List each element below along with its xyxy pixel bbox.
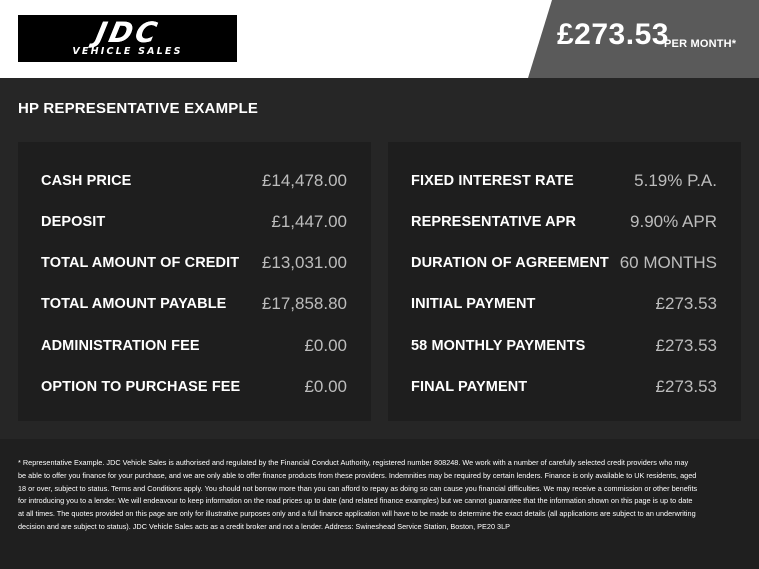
row-value: £14,478.00 — [261, 171, 347, 190]
row-value: £17,858.80 — [261, 294, 347, 313]
row-value: £273.53 — [655, 377, 717, 396]
row-value: 5.19% P.A. — [634, 171, 717, 190]
finance-row-interest-rate — [388, 171, 741, 195]
row-value: £273.53 — [655, 336, 717, 355]
row-value: £0.00 — [304, 377, 347, 396]
finance-row-total-credit — [18, 253, 371, 277]
row-label: OPTION TO PURCHASE FEE — [41, 379, 241, 395]
row-value: £273.53 — [655, 294, 717, 313]
row-label: FINAL PAYMENT — [411, 379, 528, 395]
finance-row-deposit — [18, 212, 371, 236]
monthly-price-amount: £273.53 — [557, 18, 669, 51]
row-label: INITIAL PAYMENT — [411, 296, 536, 312]
row-label: FIXED INTEREST RATE — [411, 173, 574, 189]
row-value: £13,031.00 — [261, 253, 347, 272]
finance-row-total-payable — [18, 294, 371, 318]
finance-row-apr — [388, 212, 741, 236]
row-label: DEPOSIT — [41, 214, 106, 230]
finance-row-final-payment — [388, 377, 741, 401]
finance-row-initial-payment — [388, 294, 741, 318]
row-label: REPRESENTATIVE APR — [411, 214, 577, 230]
jdc-logo[interactable] — [18, 15, 237, 62]
finance-panel-left — [18, 142, 371, 421]
finance-panel-right — [388, 142, 741, 421]
monthly-price-label: PER MONTH* — [664, 38, 737, 50]
finance-row-option-fee — [18, 377, 371, 401]
row-label: CASH PRICE — [41, 173, 132, 189]
header — [0, 0, 759, 78]
logo-sub-text: VEHICLE SALES — [72, 45, 183, 57]
row-label: ADMINISTRATION FEE — [41, 338, 200, 354]
finance-disclaimer: * Representative Example. JDC Vehicle Sales is authorised and regulated by the Financial Conduct Authority, registered number 808248. We work with a number of carefully selected credit providers who may be able to offer you finance for your purchase, and we are only able to offer finance products from these providers. Indemnities may be required by certain lenders. Finance is only available to UK residents, aged 18 or over, subject to status. Terms and Conditions apply. You should not borrow more than you can afford to repay as doing so can cause you financial difficulties. We may receive a commission or other benefits for introducing you to a lender. We will endeavour to keep information on the road prices up to date (and related finance examples) but we cannot guarantee that the information shown on this page is up to date at all times. The quotes provided on this page are only for illustrative purposes only and a full finance application will have to be made to determine the exact details (all applications are subject to an underwriting decision and are subject to status). JDC Vehicle Sales acts as a credit broker and not a lender. Address: Swineshead Service Station, Boston, PE20 3LP — [18, 458, 698, 531]
finance-row-admin-fee — [18, 336, 371, 360]
logo-main-text: JDC — [92, 15, 163, 49]
row-label: TOTAL AMOUNT OF CREDIT — [41, 255, 240, 271]
finance-row-cash-price — [18, 171, 371, 195]
row-value: £0.00 — [304, 336, 347, 355]
row-label: TOTAL AMOUNT PAYABLE — [41, 296, 227, 312]
row-value: £1,447.00 — [271, 212, 347, 231]
row-label: 58 MONTHLY PAYMENTS — [411, 338, 586, 354]
footer — [0, 439, 759, 569]
row-label: DURATION OF AGREEMENT — [411, 255, 609, 271]
section-title: HP REPRESENTATIVE EXAMPLE — [18, 100, 259, 117]
finance-row-duration — [388, 253, 741, 277]
row-value: 60 MONTHS — [619, 253, 717, 272]
row-value: 9.90% APR — [630, 212, 717, 231]
finance-row-monthly-payments — [388, 336, 741, 360]
